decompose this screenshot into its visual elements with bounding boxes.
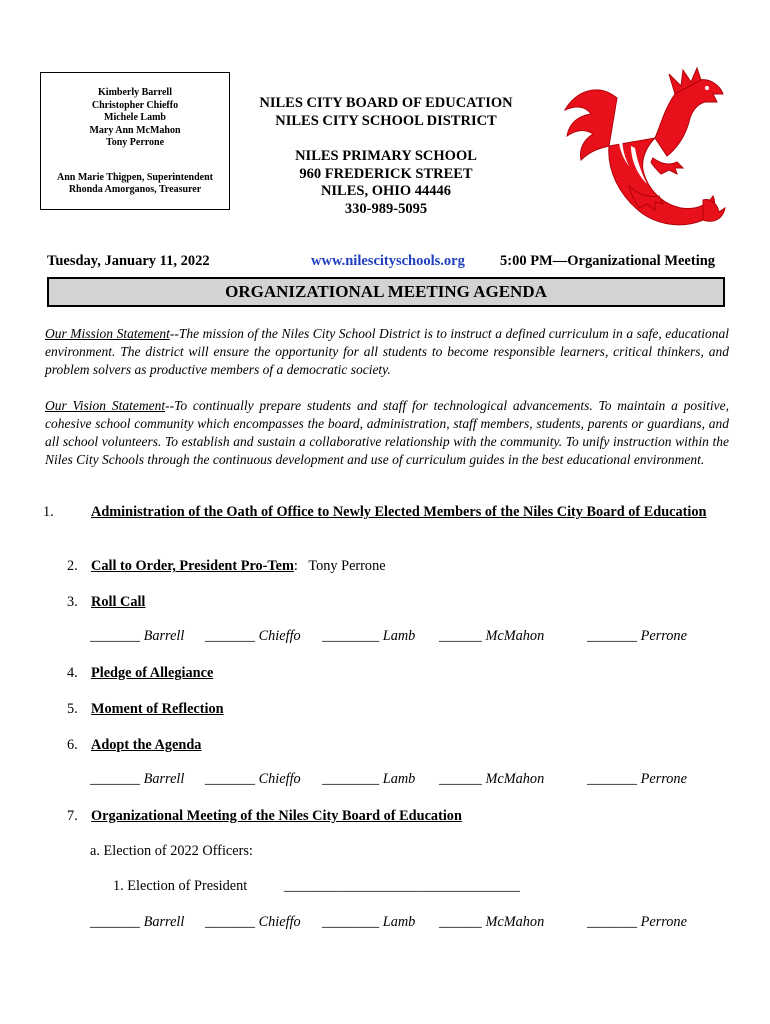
item-number: 2.	[67, 558, 78, 574]
vote-lamb: ________ Lamb	[322, 914, 416, 930]
vote-barrell: _______ Barrell	[90, 771, 185, 787]
board-member: Christopher Chieffo	[91, 99, 179, 111]
item-number: 6.	[67, 737, 78, 753]
president-blank-line[interactable]: _________________________________	[284, 878, 520, 894]
board-header	[236, 95, 536, 130]
mission-text: --The mission of the Niles City School District is to instruct a defined curriculum in a safe, educational environment. The district will ensure the opportunity for all students to become responsible learners, critical thinkers, and problem solvers as productive members of a democratic society.	[45, 326, 730, 377]
vision-statement	[45, 397, 729, 469]
district-name: NILES CITY SCHOOL DISTRICT	[275, 112, 497, 129]
item-title: Call to Order, President Pro-Tem	[91, 558, 294, 574]
agenda-item-1	[43, 503, 711, 521]
street-address: 960 FREDERICK STREET	[299, 165, 473, 182]
vote-perrone: _______ Perrone	[587, 771, 687, 787]
agenda-item-2	[67, 557, 386, 575]
item-detail: : Tony Perrone	[293, 558, 386, 574]
district-officers	[41, 172, 229, 197]
school-address	[236, 148, 536, 218]
city-state-zip: NILES, OHIO 44446	[320, 183, 452, 199]
item-number: 4.	[67, 665, 78, 681]
website-link[interactable]: www.nilescityschools.org	[311, 253, 465, 269]
vote-barrell: _______ Barrell	[90, 628, 185, 644]
vote-mcmahon: ______ McMahon	[439, 628, 545, 644]
item-title: Organizational Meeting of the Niles City Board of Education	[91, 808, 462, 824]
meeting-time: 5:00 PM—Organizational Meeting	[500, 253, 716, 269]
board-members-box	[40, 72, 230, 210]
treasurer: Rhonda Amorganos, Treasurer	[68, 184, 202, 195]
vision-label: Our Vision Statement	[45, 398, 166, 413]
vote-chieffo: _______ Chieffo	[205, 914, 301, 930]
board-name: NILES CITY BOARD OF EDUCATION	[259, 95, 513, 111]
agenda-item-3	[67, 593, 145, 611]
vision-text: --To continually prepare students and staff for technological advancements. To maintain a positive, cohesive school community which encompasses the board, administration, staff members, students, parents or guardians, and all school volunteers. To establish and sustain a collaborative relationship with the community. To unify instruction within the Niles City Schools through the continuous development and use of curriculum guides in the best educational environment.	[45, 398, 729, 467]
agenda-item-7	[67, 807, 462, 825]
board-member: Kimberly Barrell	[98, 87, 172, 98]
sub-item-a: a. Election of 2022 Officers:	[90, 843, 253, 859]
superintendent: Ann Marie Thigpen, Superintendent	[57, 171, 213, 183]
agenda-item-6	[67, 736, 201, 754]
vote-lamb: ________ Lamb	[322, 771, 416, 787]
vote-mcmahon: ______ McMahon	[439, 914, 545, 930]
vote-perrone: _______ Perrone	[587, 914, 687, 930]
red-dragon-icon	[557, 62, 727, 234]
vote-lamb: ________ Lamb	[322, 628, 416, 644]
meeting-date: Tuesday, January 11, 2022	[47, 253, 210, 269]
mission-statement	[45, 325, 729, 379]
school-name: NILES PRIMARY SCHOOL	[295, 148, 477, 164]
board-member: Mary Ann McMahon	[89, 124, 181, 136]
item-number: 3.	[67, 594, 78, 610]
agenda-title-banner: ORGANIZATIONAL MEETING AGENDA	[47, 277, 725, 307]
item-title: Moment of Reflection	[91, 701, 224, 717]
agenda-item-5	[67, 700, 224, 718]
agenda-item-4	[67, 664, 213, 682]
board-member-list	[41, 87, 229, 150]
item-number: 1.	[43, 504, 54, 520]
vote-chieffo: _______ Chieffo	[205, 628, 301, 644]
sub-item-president: 1. Election of President	[113, 878, 248, 894]
vote-perrone: _______ Perrone	[587, 628, 687, 644]
vote-barrell: _______ Barrell	[90, 914, 185, 930]
board-member: Tony Perrone	[105, 137, 165, 148]
phone-number: 330-989-5095	[344, 200, 428, 217]
vote-mcmahon: ______ McMahon	[439, 771, 545, 787]
vote-chieffo: _______ Chieffo	[205, 771, 301, 787]
item-number: 5.	[67, 701, 78, 717]
item-title: Pledge of Allegiance	[91, 665, 214, 681]
item-number: 7.	[67, 808, 78, 824]
item-title: Administration of the Oath of Office to Newly Elected Members of the Niles City Board of Education	[91, 504, 707, 520]
item-title: Adopt the Agenda	[91, 737, 202, 753]
board-member: Michele Lamb	[104, 112, 166, 123]
mission-label: Our Mission Statement	[45, 326, 170, 341]
item-title: Roll Call	[91, 594, 146, 610]
